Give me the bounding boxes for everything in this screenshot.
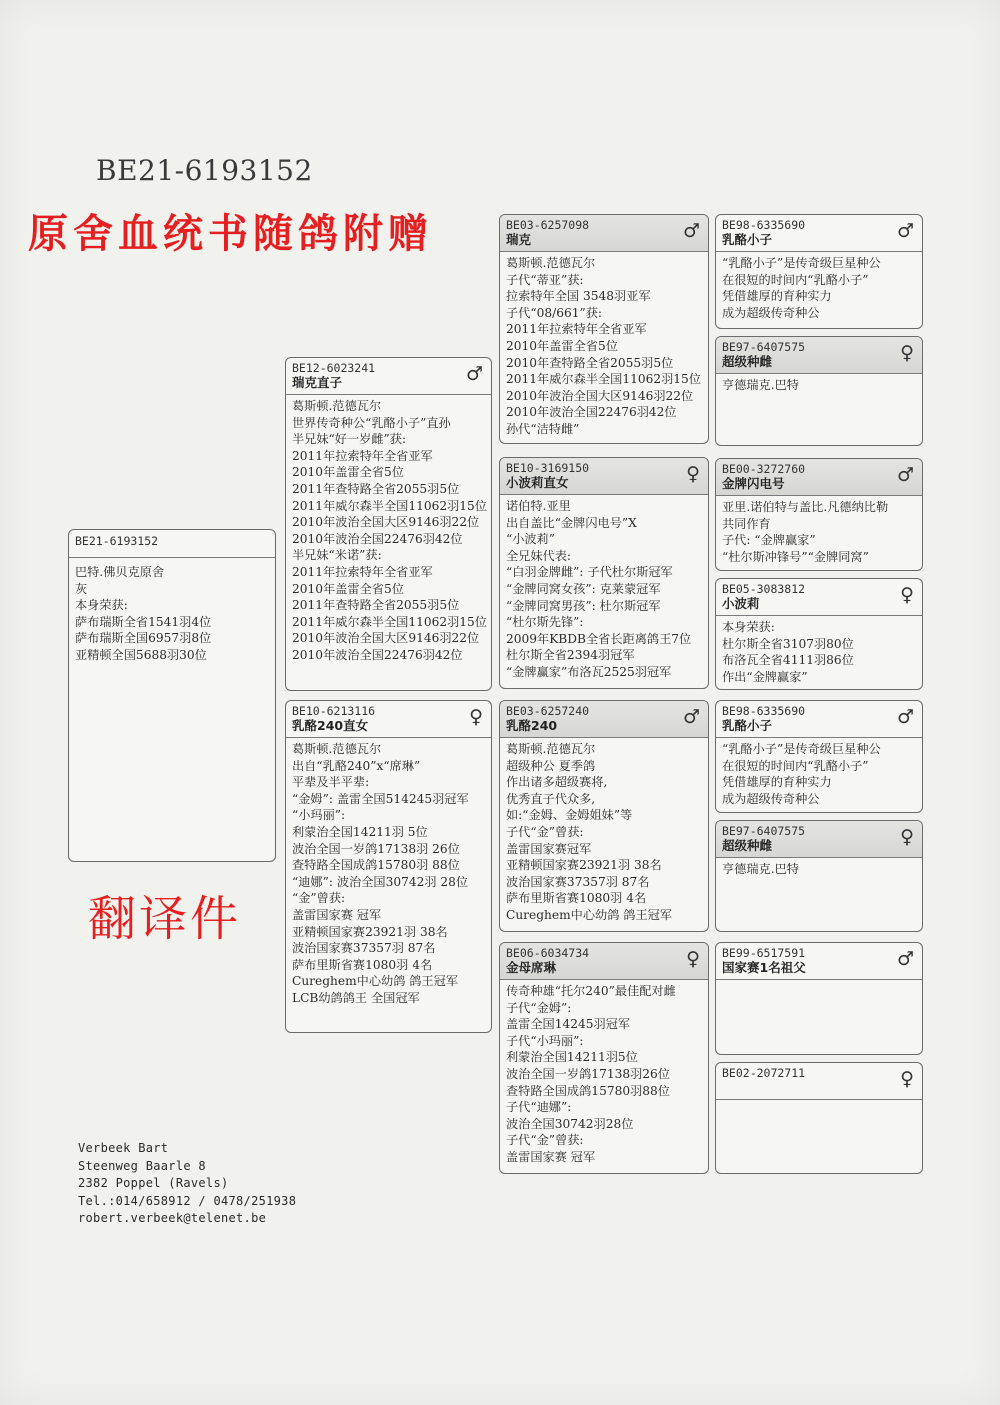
achievement-line: 亚精顿国家赛23921羽 38名 [506,858,662,873]
card-header [500,215,708,252]
achievement-line: 本身荣获: [722,620,775,634]
card-body [500,738,708,928]
achievement-line: 传奇种雄“托尔240”最佳配对雌 [506,984,676,998]
card-body [500,495,708,685]
female-symbol-icon: ♀ [900,342,914,364]
achievement-line: 杜尔斯全省2394羽冠军 [506,648,635,663]
male-symbol-icon: ♂ [896,706,914,728]
pigeon-name: 瑞克 [506,232,532,247]
male-symbol-icon: ♂ [896,948,914,970]
achievement-line: 波治国家赛37357羽 87名 [506,874,650,889]
card-body [286,738,491,1011]
achievement-line: 萨布里斯省赛1080羽 4名 [292,957,433,972]
achievement-line: “乳酪小子”是传奇级巨星种公 [722,256,881,270]
male-symbol-icon: ♂ [896,464,914,486]
pigeon-name: 小波莉 [722,596,760,611]
achievement-line: 子代“小玛丽”: [506,1033,584,1048]
root-pigeon-card [68,529,276,862]
male-symbol-icon: ♂ [896,220,914,242]
root-text-line: 本身荣获: [75,598,128,613]
root-text-line: 灰 [75,581,88,596]
achievement-line: 利蒙治全国14211羽 5位 [292,824,428,839]
translation-stamp: 翻译件 [88,891,242,947]
achievement-line: 作出“金牌赢家” [722,669,808,684]
pigeon-name: 乳酪240 [506,718,558,733]
breeder-email: robert.verbeek@telenet.be [78,1211,267,1225]
card-header [716,579,922,616]
female-symbol-icon: ♀ [686,948,700,970]
achievement-line: 成为超级传奇种公 [722,305,820,320]
achievement-line: 世界传奇种公“乳酪小子”直孙 [292,415,451,430]
sire-dam-card [499,457,709,689]
achievement-line: 出自“乳酪240”x“席琳” [292,758,421,773]
dam-sire-dam-card [715,820,923,932]
achievement-line: 子代“金”曾获: [506,1133,584,1148]
achievement-line: Cureghem中心幼鸽 鸽王冠军 [506,907,673,922]
gift-pedigree-title: 原舍血统书随鸽附赠 [28,210,433,257]
achievement-line: 子代“金”曾获: [506,824,584,839]
card-header [500,943,708,980]
achievement-line: “迪娜”: 波治全国30742羽 28位 [292,874,469,889]
achievement-line: 成为超级传奇种公 [722,791,820,806]
achievement-line: 全兄妹代表: [506,548,572,563]
achievement-line: 优秀直子代众多, [506,791,596,806]
pigeon-name: 乳酪小子 [722,718,773,733]
achievement-line: 超级种公 夏季鸽 [506,758,596,773]
sire-card [285,357,492,691]
achievement-line: 凭借雄厚的育种实力 [722,775,832,790]
male-symbol-icon: ♂ [682,706,700,728]
pigeon-name: 乳酪240直女 [292,718,369,733]
sire-sire-dam-card [715,336,923,446]
achievement-line: 诺伯特.亚里 [506,499,571,513]
achievement-line: 2010年盖雷全省5位 [506,338,618,353]
ring-number: BE98-6335690 [722,704,806,718]
female-symbol-icon: ♀ [469,706,483,728]
pigeon-name: 瑞克直子 [292,375,343,390]
achievement-line: 亚里.诺伯特与盖比.凡德纳比勒 [722,500,889,514]
achievement-line: 2010年查特路全省2055羽5位 [506,355,674,370]
sire-sire-card [499,214,709,444]
card-body [716,496,922,569]
achievement-line: 子代“迪娜”: [506,1100,572,1115]
card-header [716,459,922,496]
achievement-line: 盖雷国家赛 冠军 [506,1149,596,1164]
achievement-line: 亨德瑞克.巴特 [722,378,799,392]
achievement-line: 平辈及半平辈: [292,775,370,790]
achievement-line: 2011年拉索特年全省亚军 [506,322,647,337]
card-body [500,980,708,1170]
card-header [716,337,922,374]
female-symbol-icon: ♀ [900,1068,914,1090]
achievement-line: “金牌同窝男孩”: 杜尔斯冠军 [506,598,661,613]
card-body [500,252,708,442]
achievement-line: “金牌赢家”布洛瓦2525羽冠军 [506,664,672,679]
achievement-line: 子代“08/661”获: [506,305,603,320]
achievement-line: 亨德瑞克.巴特 [722,862,799,876]
achievement-line: 利蒙治全国14211羽5位 [506,1050,638,1065]
achievement-line: 2011年拉索特年全省亚军 [292,448,433,463]
achievement-line: 葛斯顿.范德瓦尔 [506,256,596,270]
achievement-line: “杜尔斯先锋”: [506,615,584,630]
card-header [286,358,491,395]
achievement-line: 杜尔斯全省3107羽80位 [722,636,854,651]
card-body [716,738,922,811]
card-body [286,395,491,668]
achievement-line: 盖雷国家赛冠军 [506,841,592,856]
achievement-line: “杜尔斯冲锋号”“金牌同窝” [722,549,869,564]
achievement-line: 共同作育 [722,516,771,531]
achievement-line: 作出诸多超级赛将, [506,775,608,790]
achievement-line: 亚精顿国家赛23921羽 38名 [292,924,448,939]
achievement-line: 2011年威尔森半全国11062羽15位 [292,498,487,513]
achievement-line: 2011年查特路全省2055羽5位 [292,598,460,613]
root-text-line: 巴特.佛贝克原舍 [75,565,165,579]
achievement-line: 2011年查特路全省2055羽5位 [292,481,460,496]
ring-number: BE97-6407575 [722,340,806,354]
male-symbol-icon: ♂ [682,220,700,242]
root-text-line: 萨布瑞斯全省1541羽4位 [75,614,212,629]
achievement-line: 萨布里斯省赛1080羽 4名 [506,891,647,906]
achievement-line: LCB幼鸽鸽王 全国冠军 [292,990,420,1005]
pigeon-name: 小波莉直女 [506,475,569,490]
achievement-line: 2010年波治全国大区9146羽22位 [292,631,480,646]
ring-number: BE12-6023241 [292,361,376,375]
achievement-line: “金姆”: 盖雷全国514245羽冠军 [292,791,469,806]
achievement-line: 2010年波治全国22476羽42位 [506,405,677,420]
achievement-line: 在很短的时间内“乳酪小子” [722,758,869,773]
card-header [716,701,922,738]
achievement-line: 2010年波治全国22476羽42位 [292,647,463,662]
achievement-line: 葛斯顿.范德瓦尔 [506,742,596,756]
card-body [716,858,922,882]
ring-number: BE05-3083812 [722,582,806,596]
pigeon-name: 乳酪小子 [722,232,773,247]
achievement-line: 波治全国一岁鸽17138羽 26位 [292,841,460,856]
dam-sire-card [499,700,709,932]
ring-number: BE03-6257240 [506,704,590,718]
ring-number: BE02-2072711 [722,1066,806,1080]
sire-dam-sire-card [715,458,923,571]
card-header [286,701,491,738]
card-body [716,374,922,398]
male-symbol-icon: ♂ [465,363,483,385]
achievement-line: “小玛丽”: [292,808,346,823]
pigeon-name: 超级种雌 [722,838,773,853]
achievement-line: 布洛瓦全省4111羽86位 [722,653,854,668]
achievement-line: 半兄妹“米诺”获: [292,548,382,563]
breeder-city: 2382 Poppel (Ravels) [78,1176,229,1190]
achievement-line: 盖雷全国14245羽冠军 [506,1017,631,1032]
sire-sire-sire-card [715,214,923,329]
achievement-line: 2011年拉索特年全省亚军 [292,564,433,579]
ring-number: BE00-3272760 [722,462,806,476]
achievement-line: 出自盖比“金牌闪电号”X [506,515,637,530]
dam-dam-card [499,942,709,1174]
card-body [716,616,922,689]
card-header [500,458,708,495]
achievement-line: 波治国家赛37357羽 87名 [292,941,436,956]
achievement-line: 如:“金姆、金姆姐妹”等 [506,808,633,823]
achievement-line: “白羽金牌雌”: 子代杜尔斯冠军 [506,565,673,580]
achievement-line: 波治全国30742羽28位 [506,1116,634,1131]
card-body [716,1100,922,1107]
ring-number: BE97-6407575 [722,824,806,838]
card-header [716,215,922,252]
ring-number: BE10-3169150 [506,461,590,475]
achievement-line: 孙代“洁特雌” [506,421,580,436]
achievement-line: 子代“金姆”: [506,1000,572,1015]
ring-number: BE10-6213116 [292,704,376,718]
achievement-line: 葛斯顿.范德瓦尔 [292,399,382,413]
achievement-line: 2010年波治全国22476羽42位 [292,531,463,546]
female-symbol-icon: ♀ [900,826,914,848]
achievement-line: Cureghem中心幼鸽 鸽王冠军 [292,974,459,989]
sire-dam-dam-card [715,578,923,690]
dam-sire-sire-card [715,700,923,813]
card-body [716,980,922,987]
ring-number: BE98-6335690 [722,218,806,232]
achievement-line: 2010年波治全国大区9146羽22位 [506,388,694,403]
achievement-line: 查特路全国成鸽15780羽88位 [506,1083,670,1098]
root-text-line: 萨布瑞斯全国6957羽8位 [75,631,212,646]
achievement-line: 盖雷国家赛 冠军 [292,907,382,922]
achievement-line: “金牌同窝女孩”: 克莱蒙冠军 [506,581,661,596]
achievement-line: 2011年威尔森半全国11062羽15位 [506,372,701,387]
female-symbol-icon: ♀ [900,584,914,606]
pigeon-name: 金牌闪电号 [722,476,785,491]
achievement-line: 在很短的时间内“乳酪小子” [722,272,869,287]
pigeon-name: 国家赛1名祖父 [722,960,806,975]
achievement-line: 拉索特年全国 3548羽亚军 [506,289,651,304]
breeder-street: Steenweg Baarle 8 [78,1158,206,1173]
root-text-line: 亚精顿全国5688羽30位 [75,647,207,662]
achievement-line: 波治全国一岁鸽17138羽26位 [506,1066,670,1081]
achievement-line: 2011年威尔森半全国11062羽15位 [292,614,487,629]
root-ring: BE21-6193152 [75,534,159,548]
achievement-line: 葛斯顿.范德瓦尔 [292,742,382,756]
dam-dam-sire-card [715,942,923,1055]
female-symbol-icon: ♀ [686,463,700,485]
pigeon-name: 金母席琳 [506,960,557,975]
achievement-line: “小波莉” [506,532,556,547]
achievement-line: 2010年盖雷全省5位 [292,465,404,480]
card-header [716,943,922,980]
card-header [500,701,708,738]
achievement-line: “乳酪小子”是传奇级巨星种公 [722,742,881,756]
card-header [716,821,922,858]
breeder-phone: Tel.:014/658912 / 0478/251938 [78,1193,297,1208]
ring-number: BE06-6034734 [506,946,590,960]
card-header [716,1063,922,1100]
pigeon-name: 超级种雌 [722,354,773,369]
achievement-line: “金”曾获: [292,891,346,906]
achievement-line: 子代: “金牌赢家” [722,533,816,548]
card-body [716,252,922,325]
ring-number: BE99-6517591 [722,946,806,960]
achievement-line: 半兄妹“好一岁雌”获: [292,432,407,447]
breeder-address [78,1140,296,1228]
dam-dam-dam-card [715,1062,923,1174]
achievement-line: 2010年盖雷全省5位 [292,581,404,596]
achievement-line: 2010年波治全国大区9146羽22位 [292,515,480,530]
dam-card [285,700,492,1033]
achievement-line: 查特路全国成鸽15780羽 88位 [292,858,460,873]
breeder-name: Verbeek Bart [78,1141,169,1155]
achievement-line: 凭借雄厚的育种实力 [722,289,832,304]
pigeon-ring-number: BE21-6193152 [96,154,313,187]
achievement-line: 2009年KBDB全省长距离鸽王7位 [506,631,692,646]
achievement-line: 子代“蒂亚”获: [506,272,584,287]
root-card-body [69,558,275,670]
ring-number: BE03-6257098 [506,218,590,232]
root-card-header [69,530,275,558]
